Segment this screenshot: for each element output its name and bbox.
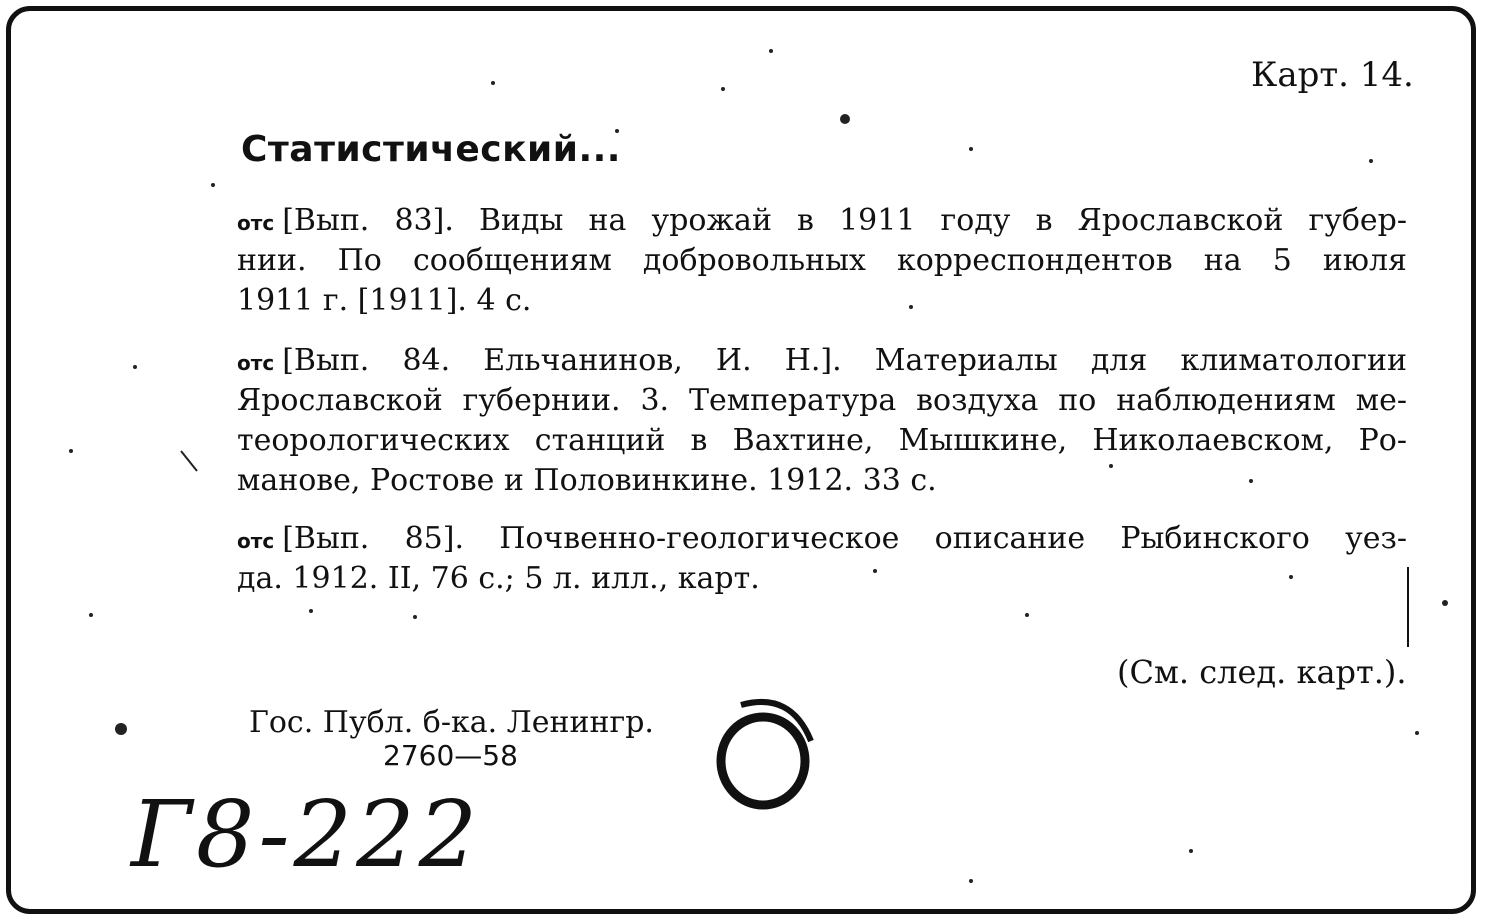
circle-stamp-icon [711, 691, 831, 811]
entry-line: Ярославской губернии. 3. Температура воздуха по наблюдениям ме- [237, 383, 1407, 418]
entry-line: отс [Вып. 85]. Почвенно-геологическое описание Рыбинского уез- [237, 521, 1407, 556]
entry-line: нии. По сообщениям добровольных корреспондентов на 5 июля [237, 243, 1407, 278]
catalog-card [6, 6, 1476, 914]
entry-84 [237, 341, 1407, 501]
entry-line: теорологических станций в Вахтине, Мышкине, Николаевском, Ро- [237, 423, 1407, 458]
holding-mark: отс [237, 211, 275, 235]
entry-line: да. 1912. II, 76 с.; 5 л. илл., карт. [237, 561, 760, 596]
entry-line: 1911 г. [1911]. 4 с. [237, 283, 532, 318]
entry-line: отс [Вып. 84. Ельчанинов, И. Н.]. Материалы для климатологии [237, 343, 1407, 378]
margin-bar [1407, 567, 1409, 647]
holding-mark: отс [237, 351, 275, 375]
holding-mark: отс [237, 529, 275, 553]
see-next-card: (См. след. карт.). [1117, 653, 1407, 691]
library-imprint: Гос. Публ. б-ка. Ленингр. [249, 705, 654, 740]
handwritten-shelfmark: Г8-222 [131, 781, 482, 888]
card-heading: Статистический... [241, 129, 621, 170]
card-number: Карт. 14. [1251, 55, 1414, 95]
entry-line: отс [Вып. 83]. Виды на урожай в 1911 году в Ярославской губер- [237, 203, 1407, 238]
entry-83 [237, 201, 1407, 321]
library-number: 2760—58 [383, 739, 518, 772]
entry-85 [237, 519, 1407, 599]
entry-line: манове, Ростове и Половинкине. 1912. 33 с. [237, 463, 937, 498]
